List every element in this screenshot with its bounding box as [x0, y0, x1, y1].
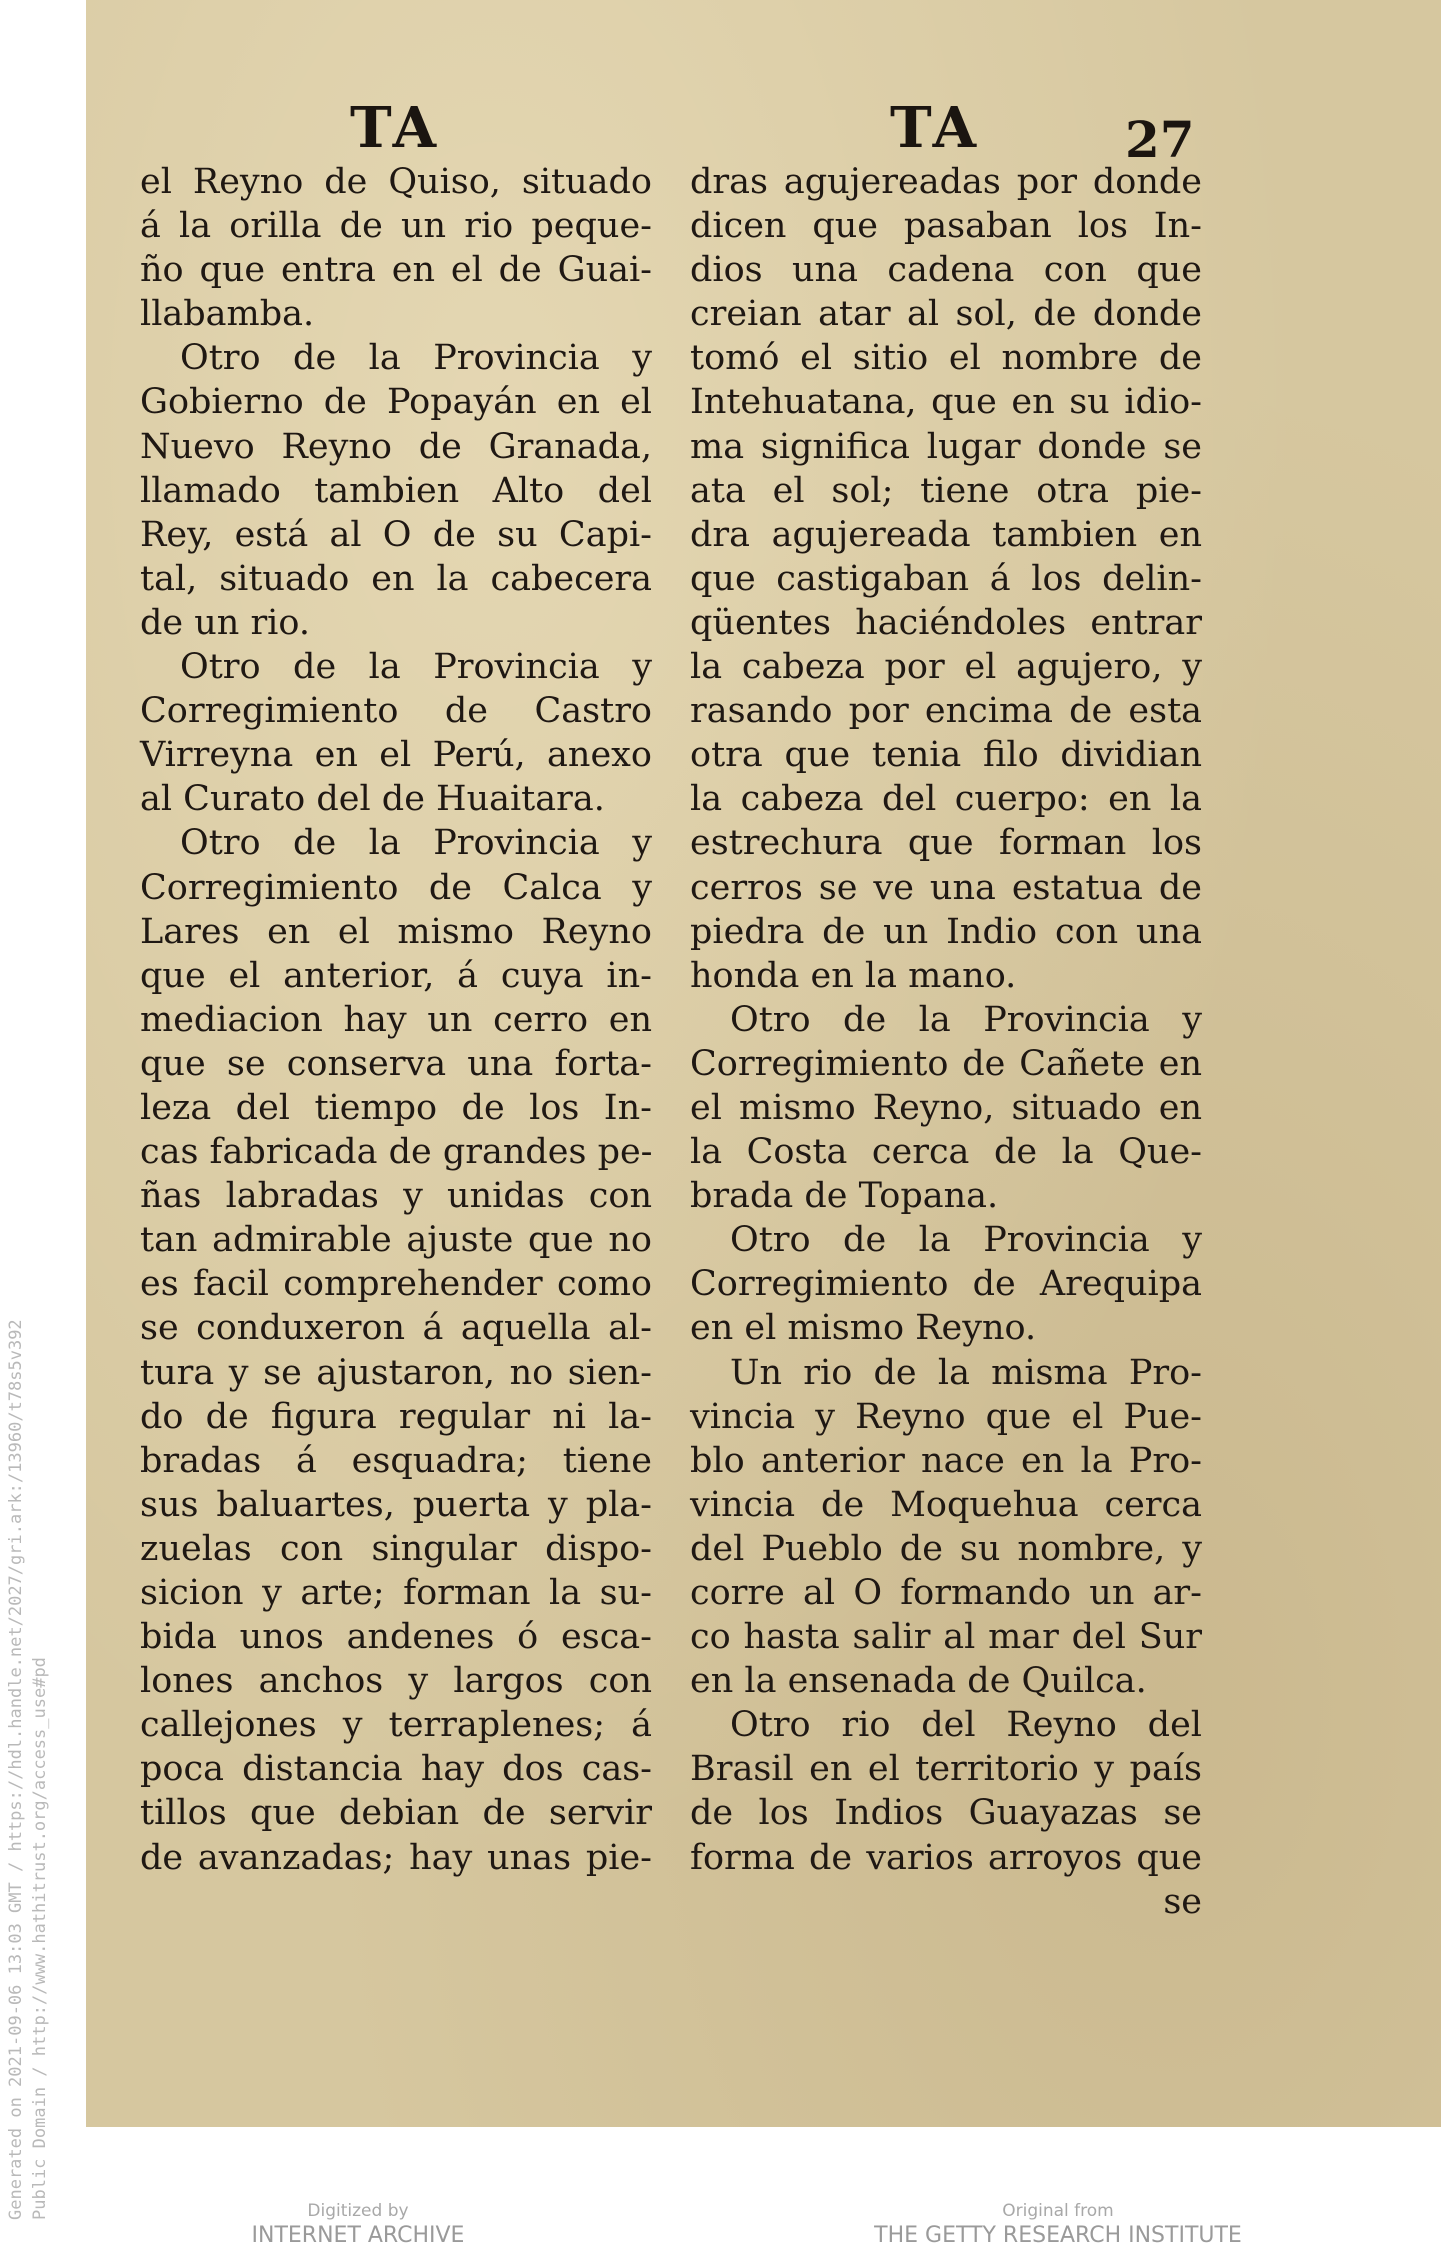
text-line: de los Indios Guayazas se [690, 1793, 1202, 1834]
text-line: la Costa cerca de la Que- [690, 1132, 1202, 1173]
text-line: el mismo Reyno, situado en [690, 1087, 1202, 1128]
text-line: co hasta salir al mar del Sur [690, 1617, 1202, 1658]
text-line: corre al O formando un ar- [690, 1573, 1202, 1613]
text-line: llamado tambien Alto del [140, 470, 652, 511]
digitizer-name: INTERNET ARCHIVE [251, 2223, 465, 2248]
text-line: Corregimiento de Arequipa [690, 1264, 1202, 1305]
text-line: en el mismo Reyno. [690, 1308, 1037, 1349]
text-line: ata el sol; tiene otra pie- [690, 470, 1202, 511]
text-line: leza del tiempo de los In- [140, 1087, 652, 1128]
right-column [690, 160, 1202, 1924]
text-line: al Curato del de Huaitara. [140, 779, 605, 820]
left-column [140, 160, 652, 1880]
text-line: forma de varios arroyos que [690, 1837, 1202, 1878]
rights-line: Public Domain / http://www.hathitrust.org/access_use#pd [30, 1657, 50, 2220]
running-head-right: TA [890, 95, 981, 161]
text-line: la cabeza del cuerpo: en la [690, 779, 1202, 820]
text-line: se conduxeron á aquella al- [140, 1308, 652, 1349]
text-line: dra agujereada tambien en [690, 514, 1202, 555]
text-line: Virreyna en el Perú, anexo [140, 735, 652, 776]
text-line: callejones y terraplenes; á [140, 1705, 652, 1746]
text-line: de un rio. [140, 602, 310, 643]
text-line: Nuevo Reyno de Granada, [140, 426, 652, 467]
text-line: bida unos andenes ó esca- [140, 1617, 652, 1658]
text-line: la cabeza por el agujero, y [690, 647, 1202, 688]
text-line: cerros se ve una estatua de [690, 867, 1202, 908]
text-line: lones anchos y largos con [140, 1661, 652, 1702]
text-line: en la ensenada de Quilca. [690, 1661, 1147, 1702]
text-line: es facil comprehender como [140, 1264, 652, 1305]
original-from-label: Original from [1002, 2201, 1114, 2221]
text-line: sicion y arte; forman la su- [140, 1573, 652, 1613]
text-line: Lares en el mismo Reyno [140, 911, 652, 952]
text-line: Otro de la Provincia y [180, 338, 652, 379]
text-line: de avanzadas; hay unas pie- [140, 1837, 652, 1878]
text-line: tura y se ajustaron, no sien- [140, 1352, 652, 1393]
text-line: Corregimiento de Castro [140, 691, 652, 732]
text-line: sus baluartes, puerta y pla- [140, 1484, 652, 1525]
text-line: honda en la mano. [690, 955, 1017, 996]
text-line: rasando por encima de esta [690, 691, 1202, 732]
page-number: 27 [1125, 110, 1195, 169]
running-head-left: TA [350, 95, 441, 161]
text-line: cas fabricada de grandes pe- [140, 1132, 653, 1173]
text-line: Gobierno de Popayán en el [140, 382, 652, 423]
text-line: del Pueblo de su nombre, y [690, 1528, 1202, 1569]
hathitrust-stamp [4, 1319, 52, 2220]
text-line: zuelas con singular dispo- [140, 1528, 652, 1569]
text-line: Otro de la Provincia y [730, 1220, 1202, 1261]
text-line: bradas á esquadra; tiene [140, 1440, 652, 1481]
text-line: Otro de la Provincia y [730, 999, 1202, 1040]
text-line: creian atar al sol, de donde [690, 294, 1202, 335]
generated-line: Generated on 2021-09-06 13:03 GMT / https://hdl.handle.net/2027/gri.ark:/13960/t78s5v392 [6, 1319, 26, 2220]
source-institution: THE GETTY RESEARCH INSTITUTE [874, 2223, 1242, 2248]
text-line: tal, situado en la cabecera [140, 558, 652, 599]
text-line: vincia de Moquehua cerca [690, 1484, 1202, 1525]
text-line: que castigaban á los delin- [690, 558, 1202, 599]
text-line: blo anterior nace en la Pro- [690, 1440, 1202, 1481]
digitized-by-label: Digitized by [307, 2201, 409, 2221]
text-line: el Reyno de Quiso, situado [140, 162, 652, 202]
text-line: á la orilla de un rio peque- [140, 206, 652, 247]
text-line: ñas labradas y unidas con [140, 1176, 652, 1217]
text-line: Otro rio del Reyno del [730, 1705, 1202, 1746]
text-line: piedra de un Indio con una [690, 911, 1202, 952]
text-line: dras agujereadas por donde [690, 162, 1202, 202]
text-line: Rey, está al O de su Capi- [140, 514, 652, 555]
catchword: se [1163, 1881, 1202, 1922]
text-line: tillos que debian de servir [140, 1793, 652, 1834]
text-line: que el anterior, á cuya in- [140, 955, 652, 996]
text-line: ma significa lugar donde se [690, 426, 1202, 467]
text-line: qüentes haciéndoles entrar [690, 602, 1202, 643]
text-line: Un rio de la misma Pro- [730, 1352, 1202, 1393]
text-line: Corregimiento de Calca y [140, 867, 652, 908]
text-line: Corregimiento de Cañete en [690, 1043, 1202, 1084]
text-line: dios una cadena con que [690, 250, 1202, 291]
text-line: brada de Topana. [690, 1176, 999, 1217]
text-line: dicen que pasaban los In- [690, 206, 1202, 247]
text-line: poca distancia hay dos cas- [140, 1749, 652, 1790]
text-line: Intehuatana, que en su idio- [690, 382, 1202, 423]
text-line: mediacion hay un cerro en [140, 999, 652, 1040]
text-line: Otro de la Provincia y [180, 647, 652, 688]
text-line: Brasil en el territorio y país [690, 1749, 1202, 1790]
text-line: do de figura regular ni la- [140, 1396, 652, 1437]
text-line: ño que entra en el de Guai- [140, 250, 652, 291]
text-line: estrechura que forman los [690, 823, 1202, 864]
text-line: llabamba. [140, 294, 315, 335]
text-line: tan admirable ajuste que no [140, 1220, 652, 1261]
text-line: tomó el sitio el nombre de [690, 338, 1202, 379]
text-line: que se conserva una forta- [140, 1043, 652, 1084]
text-line: Otro de la Provincia y [180, 823, 652, 864]
text-line: vincia y Reyno que el Pue- [690, 1396, 1202, 1437]
text-line: otra que tenia filo dividian [690, 735, 1202, 776]
